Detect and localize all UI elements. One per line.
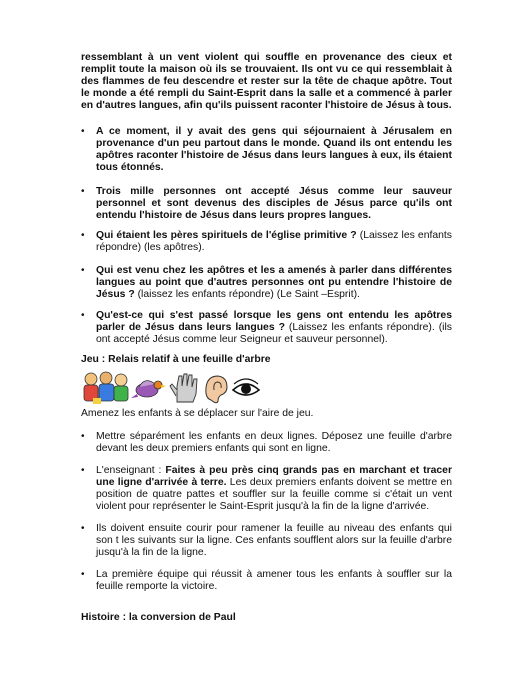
list-item — [96, 265, 452, 301]
list-item-text: Mettre séparément les enfants en deux lignes. Déposez une feuille d'arbre devant les deux premiers enfants qui sont en ligne. — [96, 431, 452, 455]
bullet-dot: • — [81, 569, 85, 580]
hand-icon — [170, 374, 197, 402]
bullet-dot: • — [81, 523, 85, 534]
list-item-bold: Trois mille personnes ont accepté Jésus comme leur sauveur personnel et sont devenus des disciples de Jésus parce qu'ils ont entendu l'histoire de Jésus dans leurs propres langues. — [96, 186, 452, 222]
list-item-bold: Qui étaient les pères spirituels de l'église primitive ? — [96, 230, 357, 241]
list-item-text: (laissez les enfants répondre) (Le Saint –Esprit). — [134, 289, 360, 301]
list-item-bold: A ce moment, il y avait des gens qui séjournaient à Jérusalem en provenance d'un peu partout dans le monde. Quand ils ont entendu les apôtres raconter l'histoire de Jésus dans leurs langues à eux, ils étaient tous étonnés. — [96, 126, 452, 174]
list-item-text: (Laissez les enfants répondre). (ils ont accepté Jésus comme leur Seigneur et sauveur personnel). — [96, 322, 452, 346]
bullet-dot: • — [81, 186, 85, 197]
list-item-text: L'enseignant : — [96, 465, 166, 476]
list-item — [96, 431, 452, 455]
bullet-dot: • — [81, 431, 85, 442]
list-item — [96, 186, 452, 222]
list-item — [96, 523, 452, 559]
list-item-bold: Qui est venu chez les apôtres et les a amenés à parler dans différentes langues au point que d'autres personnes ont pu entendre l'histoire de Jésus ? — [96, 265, 452, 301]
list-item — [96, 569, 452, 593]
bullet-dot: • — [81, 310, 85, 321]
bullet-dot: • — [81, 230, 85, 241]
bullet-dot: • — [81, 265, 85, 276]
intro-paragraph: ressemblant à un vent violent qui souffle en provenance des cieux et remplit toute la maison où ils se trouvaient. Ils ont vu ce qui ressemblait à des flammes de feu descendre et rester sur la tête de chaque apôtre. Tout le monde a été rempli du Saint-Esprit dans la salle et a commencé à parler en d'autres langues, afin qu'ils puissent raconter l'histoire de Jésus à tous. — [81, 52, 452, 112]
list-item — [96, 126, 452, 174]
list-item-bold: Faites à peu près cinq grands pas en marchant et tracer une ligne d'arrivée à terre. — [96, 465, 453, 489]
list-item-text: (Laissez les enfants répondre) (les apôtres). — [96, 230, 452, 254]
list-item-text: La première équipe qui réussit à amener tous les enfants à souffler sur la feuille remporte la victoire. — [96, 569, 452, 593]
list-item — [96, 230, 452, 254]
list-item — [96, 310, 452, 346]
bullet-dot: • — [81, 126, 85, 137]
children-group-icon — [84, 372, 128, 404]
game-intro: Amenez les enfants à se déplacer sur l'aire de jeu. — [81, 408, 314, 419]
bullet-dot: • — [81, 465, 85, 476]
game-heading: Jeu : Relais relatif à une feuille d'arbre — [81, 354, 271, 365]
list-item-text: Ils doivent ensuite courir pour ramener la feuille au niveau des enfants qui son t les suivants sur la ligne. Ces enfants soufflent alors sur la feuille d'arbre jusqu'à la fin de la ligne. — [96, 523, 452, 559]
list-item-bold: Qu'est-ce qui s'est passé lorsque les gens ont entendu les apôtres parler de Jésus dans leurs langues ? — [96, 310, 452, 334]
ear-icon — [206, 376, 227, 403]
list-item — [96, 465, 452, 513]
eye-icon — [233, 379, 259, 395]
bird-icon — [131, 381, 166, 398]
icon-strip — [81, 370, 261, 406]
story-heading: Histoire : la conversion de Paul — [81, 612, 236, 623]
list-item-text: Les deux premiers enfants doivent se mettre en position de quatre pattes et souffler sur la feuille comme si c'était un vent violent pour représenter le Saint-Esprit jusqu'à la fin de la ligne d'arrivée. — [96, 477, 452, 513]
